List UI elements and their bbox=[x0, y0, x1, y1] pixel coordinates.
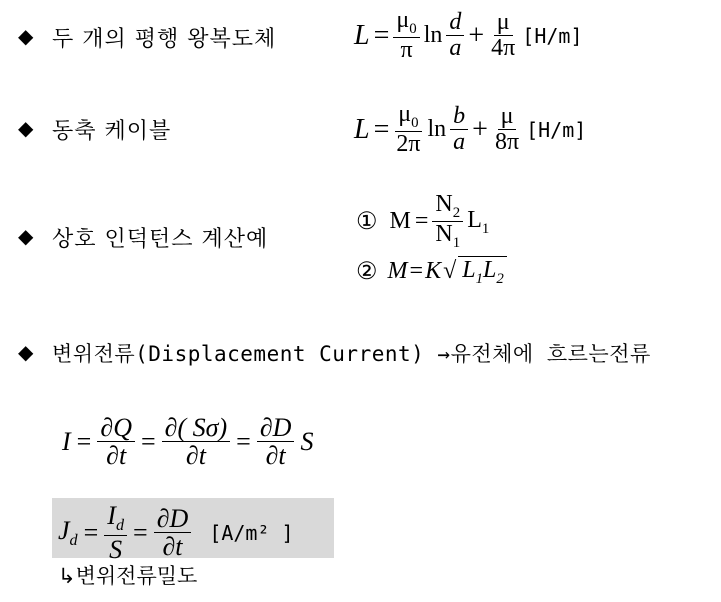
formula-parallel-inductance: L = $\frac{\mu_0}{\pi}$ ln $\frac{d}{a}$ + $\frac{\mu}{4\pi}$ [H/m] bbox=[354, 7, 583, 64]
bullet-1-icon: ◆ bbox=[18, 24, 34, 48]
formula-displacement-current-density: $J_d$ = $\frac{I_d}{S}$ = $\frac{\partial D}{\partial t}$ [A/m² ] bbox=[58, 501, 294, 565]
formula-mutual-1: ① M = $\frac{N_2}{N_1}$ $L_1$ bbox=[356, 191, 490, 252]
bullet-4-icon: ◆ bbox=[18, 340, 34, 364]
heading-coaxial-cable: 동축 케이블 bbox=[52, 119, 172, 144]
heading-displacement-current: 변위전류(Displacement Current) →유전체에 흐르는전류 bbox=[52, 342, 651, 366]
heading-parallel-conductors: 두 개의 평행 왕복도체 bbox=[52, 27, 277, 52]
note-displacement-current-density: ↳변위전류밀도 bbox=[58, 564, 198, 588]
heading-mutual-inductance: 상호 인덕턴스 계산예 bbox=[52, 227, 269, 252]
formula-coaxial-inductance: L = $\frac{\mu_0}{2\pi}$ ln $\frac{b}{a}$ + $\frac{\mu}{8\pi}$ [H/m] bbox=[354, 101, 587, 158]
bullet-3-icon: ◆ bbox=[18, 224, 34, 248]
formula-displacement-current: I = $\frac{\partial Q}{\partial t}$ = $\frac{\partial( S\sigma)}{\partial t}$ = $\frac{\partial D}{\partial t}$ S bbox=[62, 413, 314, 471]
formula-mutual-2: ② M = K √ $L_1L_2$ bbox=[356, 256, 507, 288]
bullet-2-icon: ◆ bbox=[18, 116, 34, 140]
